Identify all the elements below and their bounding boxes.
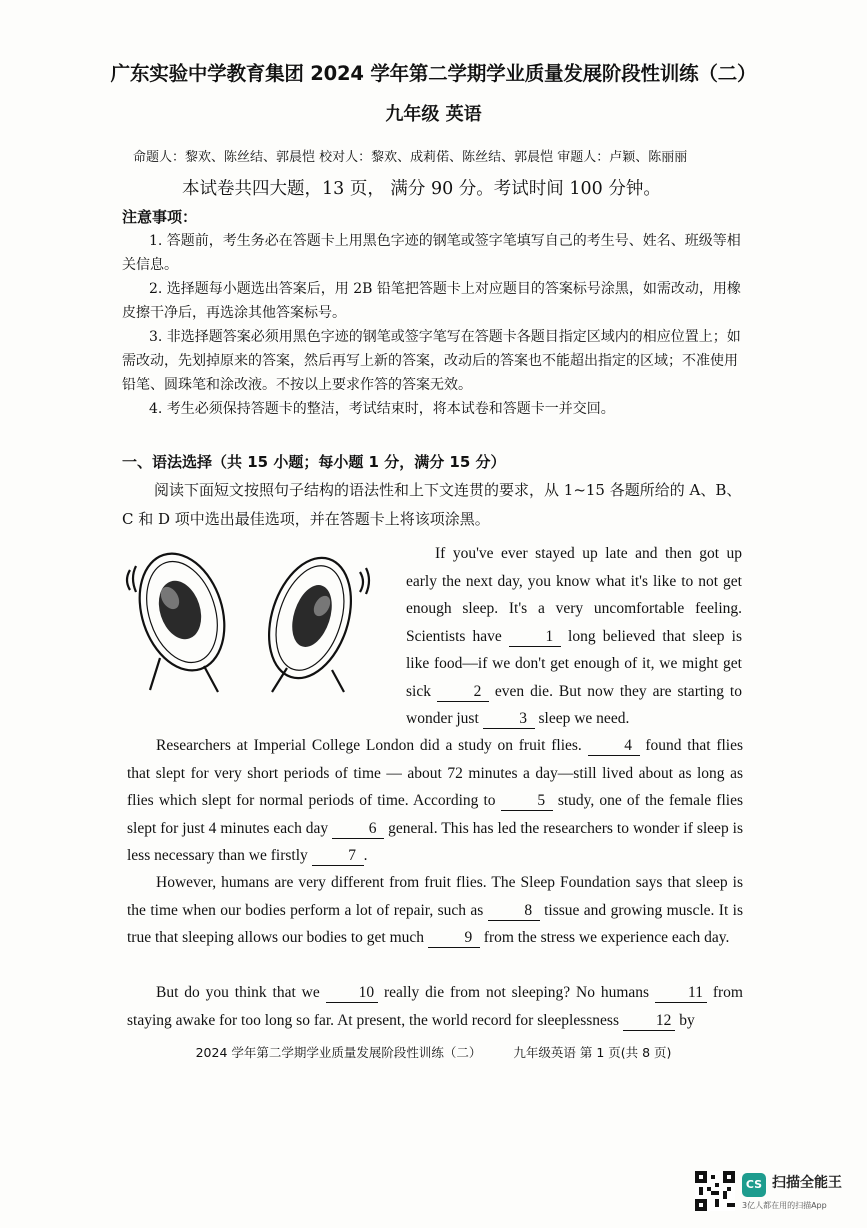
blank-11[interactable]: 11 <box>655 984 707 1003</box>
page-footer <box>0 1043 867 1061</box>
qr-code-icon <box>695 1171 735 1211</box>
blank-2[interactable]: 2 <box>437 683 489 702</box>
blank-6[interactable]: 6 <box>332 820 384 839</box>
notice-list <box>122 229 744 421</box>
exam-info: 本试卷共四大题，13 页， 满分 90 分。考试时间 100 分钟。 <box>182 179 661 199</box>
notice-heading: 注意事项： <box>122 208 198 226</box>
blank-4[interactable]: 4 <box>588 737 640 756</box>
blank-9[interactable]: 9 <box>428 929 480 948</box>
scanner-tagline: 3亿人都在用的扫描App <box>742 1201 827 1210</box>
blank-12[interactable]: 12 <box>623 1012 676 1031</box>
scanner-app-name: 扫描全能王 <box>772 1175 842 1191</box>
blank-3[interactable]: 3 <box>483 710 535 729</box>
authors-line: 命题人：黎欢、陈丝结、郭晨恺 校对人：黎欢、成莉偌、陈丝结、郭晨恺 审题人：卢颖、陈丽丽 <box>133 150 688 165</box>
blank-10[interactable]: 10 <box>326 984 379 1003</box>
blank-1[interactable]: 1 <box>509 628 561 647</box>
blank-8[interactable]: 8 <box>488 902 540 921</box>
blank-7[interactable]: 7 <box>312 847 364 866</box>
notice-item-1: 1. 答题前，考生务必在答题卡上用黑色字迹的钢笔或签字笔填写自己的考生号、姓名、班级等相关信息。 <box>122 233 741 273</box>
page-subtitle: 九年级 英语 <box>385 104 482 125</box>
camscanner-logo-icon: CS <box>742 1173 766 1197</box>
section-heading: 一、语法选择（共 15 小题；每小题 1 分，满分 15 分） <box>122 453 506 471</box>
passage-paragraph-4: But do you think that we 10 really die from not sleeping? No humans 11 from staying awake for too long so far. At present, the world record for sleeplessness 12 by <box>127 984 743 1029</box>
page-title: 广东实验中学教育集团 2024 学年第二学期学业质量发展阶段性训练（二） <box>110 62 757 85</box>
notice-item-3: 3. 非选择题答案必须用黑色字迹的钢笔或签字笔写在答题卡各题目指定区域内的相应位置上；如需改动，先划掉原来的答案，然后再写上新的答案，改动后的答案也不能超出指定的区域；不准使用铅笔、圆珠笔和涂改液。不按以上要求作答的答案无效。 <box>122 329 741 393</box>
fruit-fly-illustration <box>122 540 382 700</box>
notice-item-2: 2. 选择题每小题选出答案后，用 2B 铅笔把答题卡上对应题目的答案标号涂黑，如需改动，用橡皮擦干净后，再选涂其他答案标号。 <box>122 281 741 321</box>
section-instructions: 阅读下面短文按照句子结构的语法性和上下文连贯的要求，从 1~15 各题所给的 A、B、C 和 D 项中选出最佳选项，并在答题卡上将该项涂黑。 <box>122 481 742 528</box>
passage-paragraph-1: If you've ever stayed up late and then got up early the next day, you know what it's like to not get enough sleep. It's a very uncomfortable feeling. Scientists have 1 long believed that sleep is like food—if we don't get enough of it, we might get sick 2 even die. But now they are starting to wonder just 3 sleep we need. <box>406 545 742 727</box>
blank-5[interactable]: 5 <box>501 792 553 811</box>
footer-page-number: 九年级英语 第 1 页(共 8 页) <box>513 1045 672 1060</box>
notice-item-4: 4. 考生必须保持答题卡的整洁，考试结束时，将本试卷和答题卡一并交回。 <box>149 401 615 417</box>
footer-exam-name: 2024 学年第二学期学业质量发展阶段性训练（二） <box>195 1045 482 1060</box>
passage-paragraph-3: However, humans are very different from fruit flies. The Sleep Foundation says that sleep is the time when our bodies perform a lot of repair, such as 8 tissue and growing muscle. It is true that sleeping allows our bodies to get much 9 from the stress we experience each day. <box>127 874 743 946</box>
passage-paragraph-2: Researchers at Imperial College London did a study on fruit flies. 4 found that flies that slept for very short periods of time — about 72 minutes a day—still lived about as long as flies which slept for normal periods of time. According to 5 study, one of the female flies slept for just 4 minutes each day 6 general. This has led the researchers to wonder if sleep is less necessary than we firstly 7 . <box>127 737 744 864</box>
